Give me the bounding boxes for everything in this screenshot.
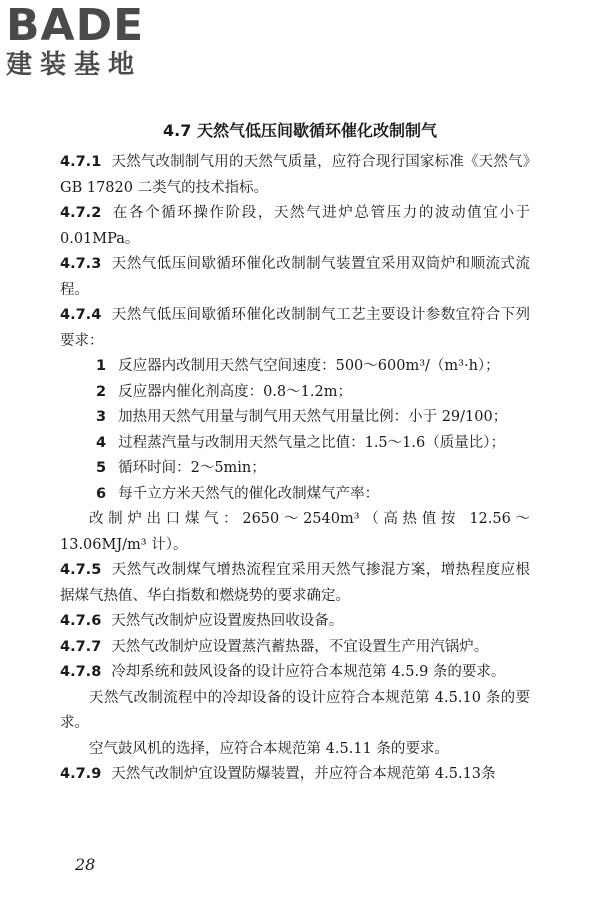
item-6-detail: 改制炉出口煤气：2650～2540m³（高热值按 12.56～13.06MJ/m³ 计）。 bbox=[60, 511, 530, 553]
clause-4-7-2: 4.7.2 在各个循环操作阶段，天然气进炉总管压力的波动值宜小于 0.01MPa。 bbox=[60, 205, 530, 247]
section-title: 4.7 天然气低压间歇循环催化改制制气 bbox=[163, 121, 437, 140]
list-item: 1 反应器内改制用天然气空间速度：500～600m³/（m³·h）； bbox=[96, 358, 500, 374]
clause-4-7-9: 4.7.9 天然气改制炉宜设置防爆装置，并应符合本规范第 4.5.13条 bbox=[60, 766, 496, 782]
bade-logo bbox=[6, 0, 176, 90]
clause-4-7-5: 4.7.5 天然气改制煤气增热流程宜采用天然气掺混方案，增热程度应根据煤气热值、华白指数和燃烧势的要求确定。 bbox=[60, 562, 530, 604]
clause-4-7-4: 4.7.4 天然气低压间歇循环催化改制制气工艺主要设计参数宜符合下列要求： bbox=[60, 307, 530, 349]
list-item: 3 加热用天然气用量与制气用天然气用量比例：小于 29/100； bbox=[96, 409, 508, 425]
logo-subtitle: 建装基地 bbox=[6, 50, 143, 80]
list-item: 5 循环时间：2～5min； bbox=[96, 460, 266, 476]
clause-4-7-1: 4.7.1 天然气改制制气用的天然气质量，应符合现行国家标准《天然气》GB 17820 二类气的技术指标。 bbox=[60, 154, 530, 196]
logo-word: BADE bbox=[6, 0, 145, 51]
list-item: 6 每千立方米天然气的催化改制煤气产率： bbox=[96, 485, 380, 502]
clause-4-7-6: 4.7.6 天然气改制炉应设置废热回收设备。 bbox=[60, 613, 344, 629]
page-number: 28 bbox=[75, 855, 96, 874]
document-body bbox=[60, 150, 530, 788]
clause-4-7-8: 4.7.8 冷却系统和鼓风设备的设计应符合本规范第 4.5.9 条的要求。 bbox=[60, 664, 506, 680]
clause-4-7-7: 4.7.7 天然气改制炉应设置蒸汽蓄热器，不宜设置生产用汽锅炉。 bbox=[60, 638, 489, 655]
clause-4-7-3: 4.7.3 天然气低压间歇循环催化改制制气装置宜采用双筒炉和顺流式流程。 bbox=[60, 256, 530, 298]
list-item: 4 过程蒸汽量与改制用天然气量之比值：1.5～1.6（质量比）； bbox=[96, 434, 505, 451]
list-item: 2 反应器内催化剂高度：0.8～1.2m； bbox=[96, 383, 352, 400]
paragraph-cooling: 天然气改制流程中的冷却设备的设计应符合本规范第 4.5.10 条的要求。 bbox=[60, 689, 530, 731]
paragraph-blower: 空气鼓风机的选择，应符合本规范第 4.5.11 条的要求。 bbox=[89, 740, 449, 757]
